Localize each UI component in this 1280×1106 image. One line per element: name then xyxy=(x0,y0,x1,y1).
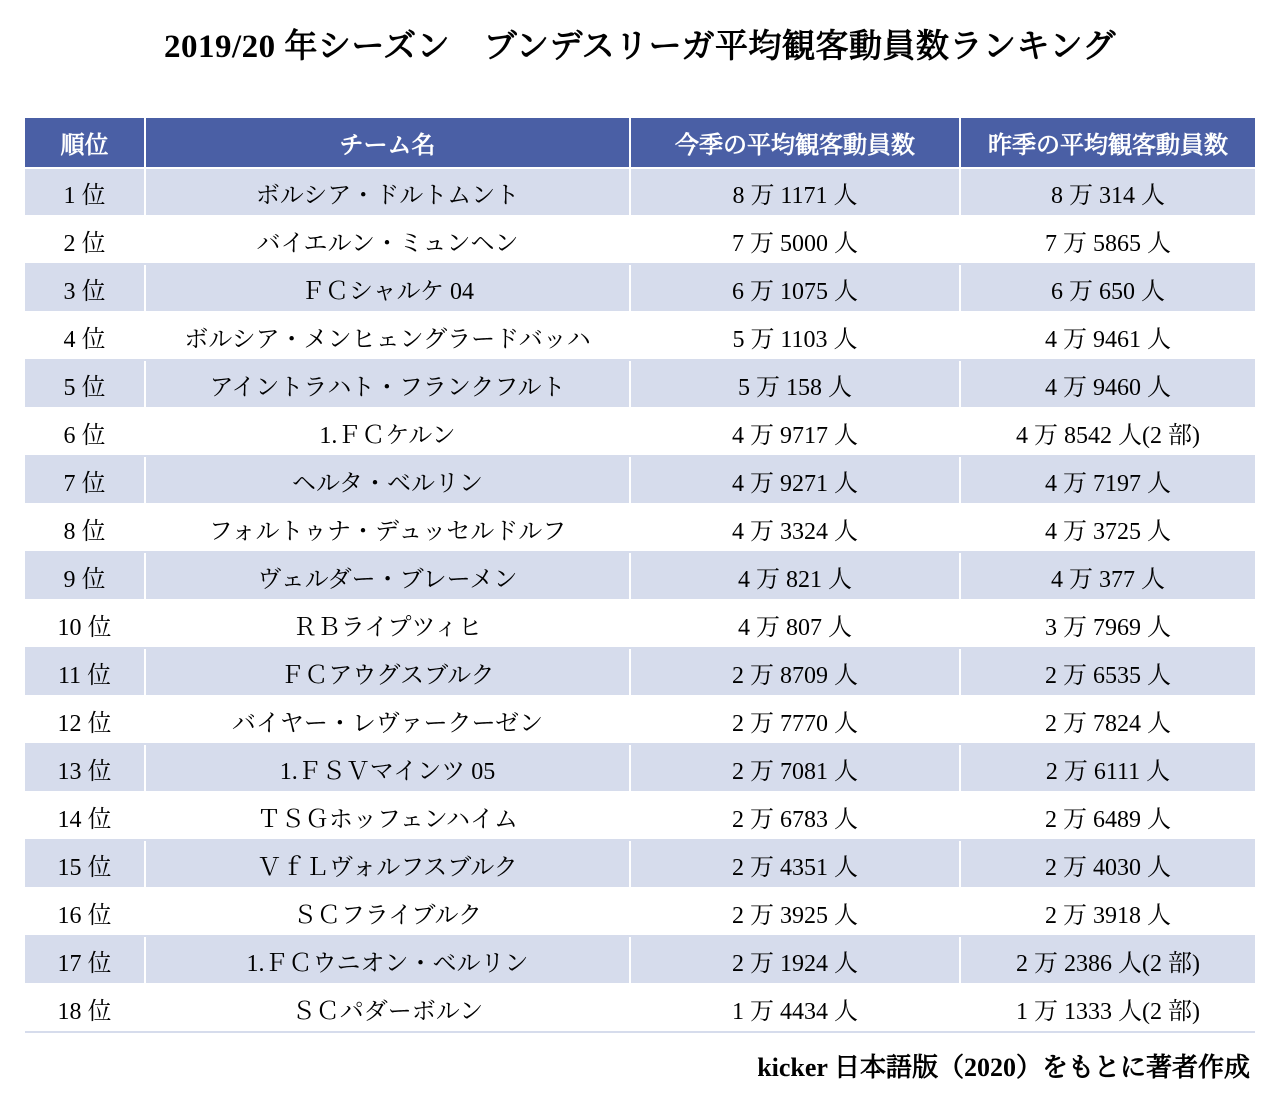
cell-team: アイントラハト・フランクフルト xyxy=(145,360,630,408)
cell-previous-average: 4 万 9461 人 xyxy=(960,312,1255,360)
cell-current-average: 4 万 821 人 xyxy=(630,552,960,600)
cell-team: ＶｆＬヴォルフスブルク xyxy=(145,840,630,888)
cell-previous-average: 2 万 6111 人 xyxy=(960,744,1255,792)
cell-previous-average: 4 万 377 人 xyxy=(960,552,1255,600)
cell-current-average: 2 万 7770 人 xyxy=(630,696,960,744)
column-header-current-average: 今季の平均観客動員数 xyxy=(630,118,960,168)
table-row xyxy=(25,408,1255,456)
cell-rank: 8 位 xyxy=(25,504,145,552)
table-row xyxy=(25,792,1255,840)
cell-rank: 2 位 xyxy=(25,216,145,264)
cell-rank: 10 位 xyxy=(25,600,145,648)
table-row xyxy=(25,984,1255,1032)
table-row xyxy=(25,504,1255,552)
cell-rank: 6 位 xyxy=(25,408,145,456)
cell-team: ＦＣシャルケ 04 xyxy=(145,264,630,312)
cell-team: ボルシア・ドルトムント xyxy=(145,168,630,216)
cell-team: ＲＢライプツィヒ xyxy=(145,600,630,648)
cell-current-average: 2 万 4351 人 xyxy=(630,840,960,888)
cell-rank: 13 位 xyxy=(25,744,145,792)
table-header-row xyxy=(25,118,1255,168)
cell-team: 1.ＦＣウニオン・ベルリン xyxy=(145,936,630,984)
cell-team: ＴＳＧホッフェンハイム xyxy=(145,792,630,840)
cell-previous-average: 7 万 5865 人 xyxy=(960,216,1255,264)
ranking-table-container xyxy=(25,118,1255,1033)
cell-previous-average: 2 万 2386 人(2 部) xyxy=(960,936,1255,984)
cell-team: ヴェルダー・ブレーメン xyxy=(145,552,630,600)
cell-previous-average: 2 万 4030 人 xyxy=(960,840,1255,888)
cell-current-average: 7 万 5000 人 xyxy=(630,216,960,264)
cell-current-average: 4 万 9717 人 xyxy=(630,408,960,456)
cell-current-average: 1 万 4434 人 xyxy=(630,984,960,1032)
cell-rank: 4 位 xyxy=(25,312,145,360)
cell-current-average: 2 万 8709 人 xyxy=(630,648,960,696)
cell-team: ＦＣアウグスブルク xyxy=(145,648,630,696)
cell-previous-average: 2 万 6489 人 xyxy=(960,792,1255,840)
cell-previous-average: 2 万 3918 人 xyxy=(960,888,1255,936)
cell-previous-average: 4 万 9460 人 xyxy=(960,360,1255,408)
cell-previous-average: 4 万 8542 人(2 部) xyxy=(960,408,1255,456)
cell-rank: 9 位 xyxy=(25,552,145,600)
cell-team: バイヤー・レヴァークーゼン xyxy=(145,696,630,744)
cell-rank: 5 位 xyxy=(25,360,145,408)
table-row xyxy=(25,456,1255,504)
cell-team: 1.ＦＳＶマインツ 05 xyxy=(145,744,630,792)
ranking-table xyxy=(25,118,1255,1033)
table-row xyxy=(25,936,1255,984)
table-row xyxy=(25,696,1255,744)
cell-previous-average: 3 万 7969 人 xyxy=(960,600,1255,648)
table-row xyxy=(25,840,1255,888)
cell-current-average: 4 万 807 人 xyxy=(630,600,960,648)
cell-current-average: 2 万 6783 人 xyxy=(630,792,960,840)
cell-rank: 17 位 xyxy=(25,936,145,984)
cell-current-average: 5 万 1103 人 xyxy=(630,312,960,360)
cell-rank: 14 位 xyxy=(25,792,145,840)
cell-team: ヘルタ・ベルリン xyxy=(145,456,630,504)
cell-previous-average: 8 万 314 人 xyxy=(960,168,1255,216)
cell-current-average: 6 万 1075 人 xyxy=(630,264,960,312)
cell-team: ＳＣパダーボルン xyxy=(145,984,630,1032)
table-row xyxy=(25,744,1255,792)
cell-team: 1.ＦＣケルン xyxy=(145,408,630,456)
cell-rank: 12 位 xyxy=(25,696,145,744)
cell-previous-average: 6 万 650 人 xyxy=(960,264,1255,312)
cell-current-average: 2 万 7081 人 xyxy=(630,744,960,792)
cell-current-average: 5 万 158 人 xyxy=(630,360,960,408)
cell-team: ボルシア・メンヒェングラードバッハ xyxy=(145,312,630,360)
column-header-previous-average: 昨季の平均観客動員数 xyxy=(960,118,1255,168)
page-title: 2019/20 年シーズン ブンデスリーガ平均観客動員数ランキング xyxy=(164,29,1116,65)
table-row xyxy=(25,648,1255,696)
cell-current-average: 4 万 9271 人 xyxy=(630,456,960,504)
table-row xyxy=(25,360,1255,408)
cell-team: ＳＣフライブルク xyxy=(145,888,630,936)
table-row xyxy=(25,312,1255,360)
cell-rank: 1 位 xyxy=(25,168,145,216)
cell-previous-average: 2 万 6535 人 xyxy=(960,648,1255,696)
cell-previous-average: 4 万 3725 人 xyxy=(960,504,1255,552)
cell-team: フォルトゥナ・デュッセルドルフ xyxy=(145,504,630,552)
cell-previous-average: 2 万 7824 人 xyxy=(960,696,1255,744)
cell-current-average: 2 万 1924 人 xyxy=(630,936,960,984)
source-note: kicker 日本語版（2020）をもとに著者作成 xyxy=(757,1053,1250,1082)
column-header-rank: 順位 xyxy=(25,118,145,168)
table-row xyxy=(25,168,1255,216)
cell-rank: 3 位 xyxy=(25,264,145,312)
cell-current-average: 4 万 3324 人 xyxy=(630,504,960,552)
cell-rank: 11 位 xyxy=(25,648,145,696)
cell-previous-average: 4 万 7197 人 xyxy=(960,456,1255,504)
cell-rank: 18 位 xyxy=(25,984,145,1032)
cell-rank: 7 位 xyxy=(25,456,145,504)
cell-rank: 15 位 xyxy=(25,840,145,888)
cell-current-average: 2 万 3925 人 xyxy=(630,888,960,936)
cell-team: バイエルン・ミュンヘン xyxy=(145,216,630,264)
table-row xyxy=(25,216,1255,264)
column-header-team: チーム名 xyxy=(145,118,630,168)
cell-rank: 16 位 xyxy=(25,888,145,936)
cell-previous-average: 1 万 1333 人(2 部) xyxy=(960,984,1255,1032)
cell-current-average: 8 万 1171 人 xyxy=(630,168,960,216)
table-row xyxy=(25,264,1255,312)
table-row xyxy=(25,552,1255,600)
table-row xyxy=(25,888,1255,936)
table-row xyxy=(25,600,1255,648)
